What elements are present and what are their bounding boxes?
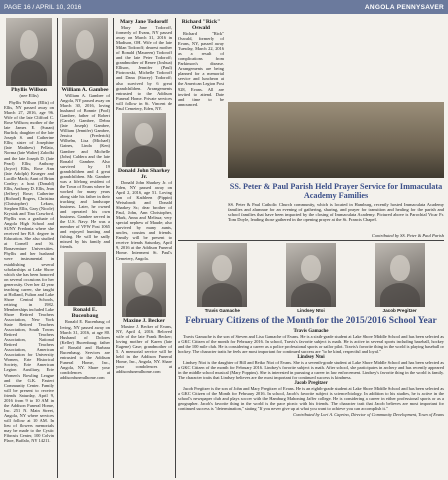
obit-text: Maxine J. Becker of Evans, NY, April 4, 2016. Beloved wife of the late Frank Becker; loving mother of Karen (late Eugene) Case; grandmother of 5. A memorial service will be held in the Addison Funeral Home, Inc., Angola, NY. Share your condolences at addisonfuneralhome.com	[116, 323, 172, 374]
obit-name: Phyllis Willson	[11, 87, 47, 93]
citizen-photo-row	[178, 243, 444, 313]
citizen-photo-card	[192, 243, 252, 313]
paper-name: ANGOLA PENNYSAVER	[364, 3, 444, 11]
donald-sharkey-photo	[122, 113, 166, 167]
citizen-name: Jacob Pregitzer	[294, 380, 328, 386]
obit-text: Donald John Sharkey Jr. of Eden, NY passed away on April 2, 2016, age 51. Loving son of Kathleen (Pippin) Weissbrodt and Donald Sharkey Sr.; dear brother of Paul, John, Ann Christopher, Mark, Anna and Melissa; very special nephew of Maude; also survived by many aunts, uncles, cousins and friends. Family will be present to receive friends Saturday, April 9, 2016 at the Addison Funeral Home. Interment St. Paul's Cemetery, Angola.	[116, 179, 172, 261]
parish-article-credit: Contributed by SS. Peter & Paul Parish	[371, 233, 444, 238]
parish-article-text: SS. Peter & Paul Catholic Church community, which is located in Hamburg, recently hosted Immaculata Academy families and alumnae for an evening of gathering, sharing, and prayer for transition and healing for the parish and school families that have been impacted by the closing of Immaculata Academy. Pictured above is Parochial Vicar Fr. Tom Doyle, leading those gathered in the opening prayer at the St. Francis Chapel.	[228, 202, 444, 223]
parish-article	[228, 102, 444, 238]
phyllis-willson-photo	[6, 18, 52, 86]
citizen-text: Lindsey Ntoi is the daughter of Bill and Reiko Ntoi of Evans. She is a seventh-grade student at Lake Shore Middle School and has been selected as a GKC Citizen of the month for February 2016. Lindsey's favorite subject is math. After school, she participates in archery and has recently appeared in the middle school musical (Mary Poppins). She is interested in pursuing a career in law enforcement. Lindsey's favorite thing in the world is family. The character traits that Lindsey believes are the most important for continued success is kindness.	[178, 359, 444, 380]
obit-name: Maxine J. Becker	[123, 317, 165, 324]
page-header	[0, 0, 448, 14]
obit-column-4	[178, 18, 224, 118]
lindsey-ntoi-photo	[286, 243, 336, 307]
citizens-body	[178, 329, 444, 417]
travis-gamache-photo	[197, 243, 247, 307]
william-gambee-photo	[62, 18, 108, 86]
obit-maiden-name: (nee Ellis)	[19, 93, 39, 98]
obit-text: Phyllis Willson (Ellis) of Ellis, NY passed away on March 27, 2016, age 96. Wife of the late Clifford C. Rose Willson; mother of the late James E. (Susan) Burlick; daughter of the late Joseph S. and Catherine Ellis; sister of Josephine (late Matthew) Pellato, Norma (late Walter) Zalodki and the late Joseph D. (late Pearl) Ellis; Anthony (Joyce) Ellis, Rose Ann (late Adolph) Krueger and Lucille Mack; Aunt of Brian Conley; a host (Donald) Ellis, Anthony D. Ellis, Jean (Jeffrey) Rose; Catherine (Richard) Rogers, Christina (Christopher) Lekuw, Stephen Ellis, Gary (Nicole) Krysiak and Tina Crawford. Phyllis was a graduate of Angola High School and SUNY Fredonia where she received her B.S. degree in Education. She also studied at Cornell and St. Bonaventure Universities. Phyllis and her husband were instrumental in establishing several scholarships at Lake Shore which she has been honored on several occasions for her generosity. Over her 42 year teaching career, she taught at Holland, Fulton and Lake Shore Central Schools, retiring in 1982. Memberships included Lake Shore Retired Teachers Association, New York State Retired Teachers Association, South Towns Retired Teachers Association, National Retired Teachers Association, American Association for University Women, Erie Historical Society, Erie American Legion Auxiliary, Erie Women's Bowling League and the G.K. Fasteri Community Center. Family will be present to receive friends Saturday, April 9, 2016 from 9 to 10 AM in the Addison Funeral Home, Inc. 251 N. Main Street, Angola, NY where services will follow at 10 AM. In lieu of flowers memorials may be made to the Cystic Fibrosis Center, 100 Colvin Place, Buffalo, NY 14211.	[4, 100, 54, 444]
parish-article-title: SS. Peter & Paul Parish Held Prayer Service for Immaculata Academy Families	[229, 182, 443, 200]
citizens-title: February Citizens of the Month for the 2015/2016 School Year	[185, 316, 437, 326]
obit-text: William A. Gambee of Angola, NY passed away on March 30, 2016, loving husband of Bonnie (Pool) Gambee, father of Robert (Carole) Gambee, Debra (late Joseph) Gambee, William (Jennifer) Gambee, Jessica (Frederick) Wilhelm, Lisa (Michael) Gaines, Linda (Ken) Gambee and Michelle (John) Caldera and the late Ronald Gambee. Also survived by 19 grandchildren and 4 great grandchildren. Mr. Gambee was a lifelong resident of the Town of Evans where he worked for many years along side his father in their trucking and landscape business. Later, he owned and operated his own business. Gambee served in the U.S. Navy. He was a member of VFW Post 1065 and enjoyed hunting and fishing. He will be sadly missed by his family and friends.	[60, 93, 110, 250]
citizen-photo-card	[370, 243, 430, 313]
obit-name: Ronald E. Bucenbaug	[71, 307, 99, 320]
citizens-article	[178, 243, 444, 478]
citizen-photo-card	[281, 243, 341, 313]
jacob-pregitzer-photo	[375, 243, 425, 307]
obit-name: Donald John Sharkey Jr.	[118, 167, 170, 180]
citizen-name: Lindsey Ntoi	[297, 354, 325, 360]
citizen-photo-label: Jacob Pregitzer	[382, 308, 417, 313]
obit-name: Mary Jane Todoroff	[119, 19, 169, 25]
citizen-text: Jacob Pregitzer is the son of John and Mary Pregitzer of Evans. He is an eighth-grade student at Lake Shore Middle School and has been selected as a GKC Citizen of the Month for February 2016. In school, Jacob's favorite subject is science/biology. In addition to his studies, he is active in the school's newspaper club and plays soccer with the Hamburg Mahoning Jaffer college. He is considering a career in either professional sports or as a geographer. Jacob's favorite thing in the world is the pace picnic with his friends. The character trait that Jacob believes are most important for continued success is "determination," stating "If you never give up at what you want to achieve you can accomplish it."	[178, 385, 444, 411]
citizens-credit: Contributed by Lori A. Caprino, Director of Community Development, Town of Evans	[293, 411, 444, 417]
obit-column-3	[116, 18, 172, 478]
obit-name: William A. Gambee	[61, 87, 109, 93]
maxine-becker-photo	[122, 263, 166, 317]
obit-column-2	[60, 18, 110, 478]
obit-column-1	[4, 18, 54, 478]
obit-name: Richard "Rick" Oswald	[181, 19, 221, 31]
prayer-service-photo	[228, 102, 444, 178]
page-label: PAGE 16 / APRIL 10, 2016	[4, 3, 82, 11]
citizen-photo-label: Travis Gamache	[204, 308, 240, 313]
citizen-text: Travis Gamache is the son of Steven and Lisa Gamache of Evans. He is a sixth-grade student at Lake Shore Middle School and has been selected as a GKC Citizen of the month for February 2016. In school, Travis's favorite subject is math. He is active in several sports including baseball, hockey and the 100 mile club. He is considering a career as a police professional sports or sailor pilot. Travis's favorite thing in the world is playing baseball or hockey. The character traits he feels are most important for continued success are "to be kind, respectful and loyal."	[178, 333, 444, 354]
obit-text: Ronald E. Bucenbaug of Irving, NY passed away on March 31, 2016, at age 80. Husband of Dolores (Keller) Bucenbaug; father of Ronald and Barbara Bucenbaug. Services are entrusted to the Addison Funeral Home, Inc., Angola, NY. Share your condolences at addisonfuneralhome.com	[60, 319, 110, 380]
citizen-photo-label: Lindsey Ntoi	[297, 308, 325, 313]
obit-text: Richard "Rick" Oswald, formerly of Evans, NY, passed away Tuesday, March 22, 2016 as a result of complications from Parkinson's disease. Arrangements are being planned for a memorial service and luncheon at the American Legion Post 928, Evans. All are invited to attend. Date and time to be announced.	[178, 31, 224, 107]
ronald-bucenbaug-photo	[64, 252, 106, 306]
obit-text: Mary Jane Todoroff, formerly of Evans, NY passed away on March 31, 2016 in Madison, OH. Wife of the late Milan Todoroff; dearest mother of Ronald (Maureen) Todoroff and the late Peter Todoroff; grandmother of Renee (Joshua) Ellison, Jennifer (Paul) Piotrowski, Michelle Todoroff and Dana (Stacey) Todoroff; also survived by 6 great grandchildren. Arrangements entrusted to the Addison Funeral Home. Private services will follow in St. Vincent de Paul Cemetery, Eden, NY.	[116, 25, 172, 111]
citizen-name: Travis Gamache	[293, 328, 329, 334]
